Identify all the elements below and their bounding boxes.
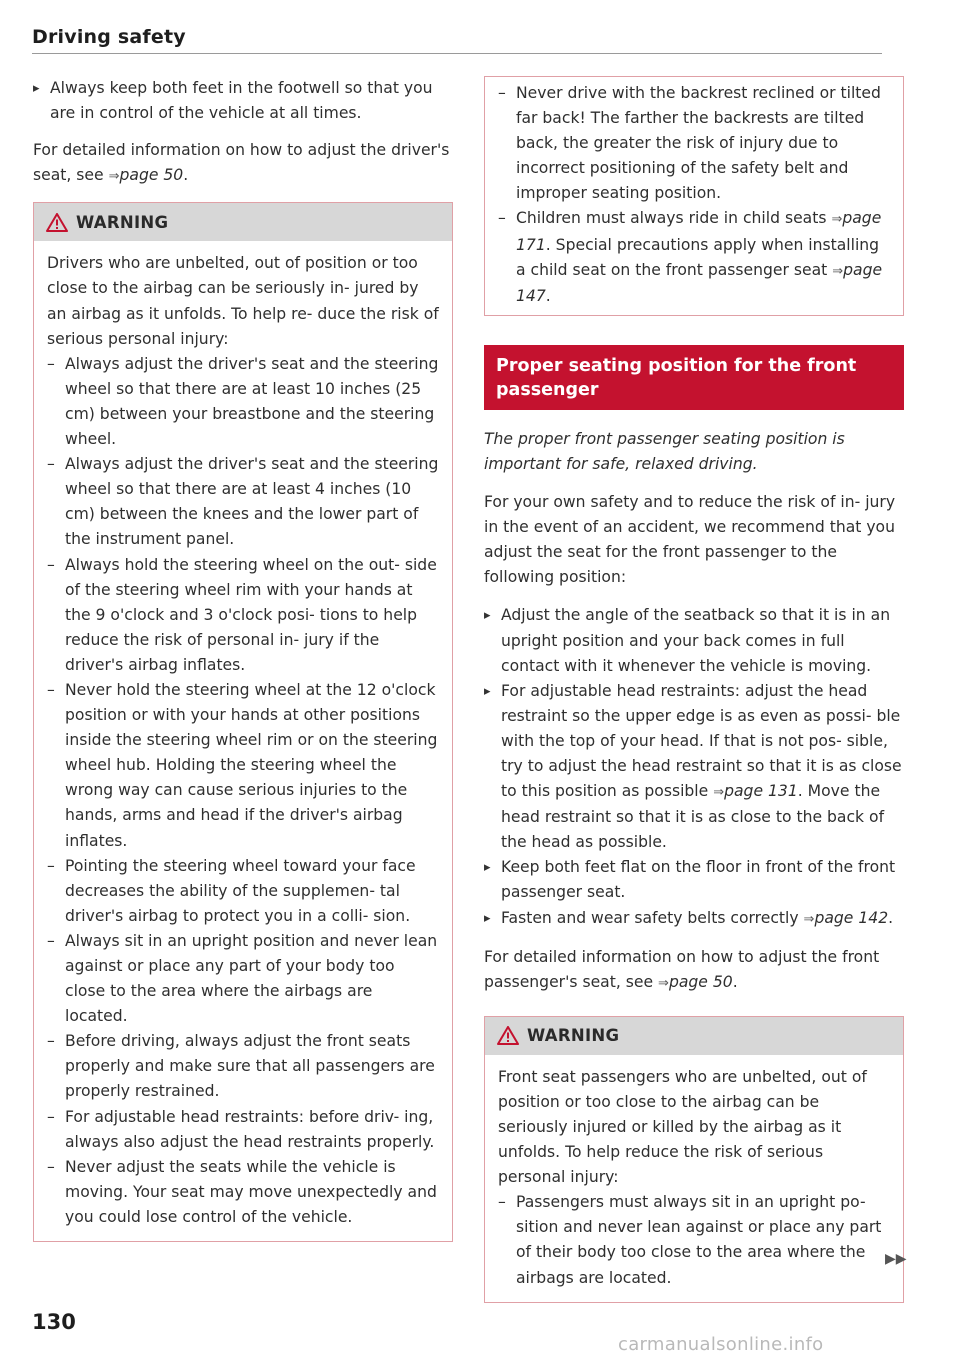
warning-item: – Passengers must always sit in an upright po- sition and never lean against or place any part of their body too close to the area where the airbags are located.: [498, 1190, 890, 1290]
lead-text: The proper front passenger seating position is important for safe, relaxed driving.: [484, 429, 845, 473]
passenger-seat-detail: For detailed information on how to adjust the front passenger's seat, see ⇒page 50.: [484, 947, 880, 991]
header-divider: [32, 53, 882, 54]
page-link[interactable]: page 147: [516, 260, 883, 305]
section-heading: Proper seating position for the front passenger: [484, 345, 904, 410]
left-column: [33, 76, 453, 1242]
warning-item: – Before driving, always adjust the front seats properly and make sure that all passengers are properly restrained.: [47, 1029, 439, 1104]
warning-intro: Drivers who are unbelted, out of position or too close to the airbag can be seriously in- jured by an airbag as it unfolds. To help re- duce the risk of serious personal injury:: [47, 254, 439, 348]
warning-body: [34, 241, 452, 1241]
arrow-ref-icon: ⇒: [658, 975, 669, 991]
page-link[interactable]: page 50: [668, 972, 733, 991]
continue-arrow-icon: ▶▶: [885, 1251, 907, 1267]
body-paragraph: For your own safety and to reduce the risk of in- jury in the event of an accident, we recommend that you adjust the seat for the front passenger to the following position:: [484, 493, 896, 587]
instruction-bullet: ▸ Fasten and wear safety belts correctly ⇒page 142.: [484, 906, 904, 932]
warning-item: – For adjustable head restraints: before driv- ing, always also adjust the head restraints properly.: [47, 1105, 439, 1155]
warning-item-child-seats: – Children must always ride in child seats ⇒page 171. Special precautions apply when installing a child seat on the front passenger seat ⇒page 147.: [498, 206, 890, 308]
warning-item: – Always sit in an upright position and never lean against or place any part of your body too close to the area where the airbags are located.: [47, 929, 439, 1029]
warning-item: – Pointing the steering wheel toward your face decreases the ability of the supplemen- tal driver's airbag to protect you in a colli- sion.: [47, 854, 439, 929]
instruction-bullet: ▸ Adjust the angle of the seatback so that it is in an upright position and your back comes in full contact with it whenever the vehicle is moving.: [484, 603, 904, 678]
warning-item: – Always hold the steering wheel on the out- side of the steering wheel rim with your hands at the 9 o'clock and 3 o'clock posi- tions to help reduce the risk of personal in- jury if the driver's airbag inflates.: [47, 553, 439, 678]
intro-bullet: ▸ Always keep both feet in the footwell so that you are in control of the vehicle at all times.: [33, 76, 453, 126]
warning-body: [485, 1055, 903, 1302]
page-link[interactable]: page 131: [724, 782, 798, 801]
page-number: 130: [32, 1310, 76, 1334]
page-link[interactable]: page 50: [119, 166, 184, 185]
arrow-ref-icon: ⇒: [831, 212, 843, 228]
warning-item: – Always adjust the driver's seat and the steering wheel so that there are at least 4 inches (10 cm) between the knees and the lower part of the instrument panel.: [47, 452, 439, 552]
continued-warning-box: [484, 76, 904, 316]
warning-triangle-icon: [46, 213, 68, 232]
warning-intro: Front seat passengers who are unbelted, out of position or too close to the airbag can be seriously injured or killed by the airbag as it unfolds. To help reduce the risk of serious personal injury:: [498, 1067, 867, 1187]
arrow-ref-icon: ⇒: [108, 169, 120, 185]
arrow-ref-icon: ⇒: [713, 785, 725, 801]
instruction-bullet: ▸ For adjustable head restraints: adjust the head restraint so the upper edge is as even as possi- ble with the top of your head. If that is not pos- sible, try to adjust the head restraint so that it is as close to this position as possible ⇒page 131. Move the head restraint so that it is as close to the back of the head as possible.: [484, 679, 904, 856]
warning-title: WARNING: [527, 1026, 620, 1046]
warning-item: – Never drive with the backrest reclined or tilted far back! The farther the backrests are tilted back, the greater the risk of injury due to incorrect positioning of the safety belt and improper seating position.: [498, 81, 890, 206]
warning-header: [485, 1017, 903, 1055]
warning-title: WARNING: [76, 212, 169, 232]
warning-item: – Never hold the steering wheel at the 12 o'clock position or with your hands at other positions inside the steering wheel rim or on the steering wheel hub. Holding the steering wheel the wrong way can cause serious injuries to the hands, arms and head if the driver's airbag inflates.: [47, 678, 439, 854]
page-link[interactable]: page 142: [814, 908, 889, 927]
passenger-warning-box: [484, 1016, 904, 1303]
arrow-ref-icon: ⇒: [803, 911, 815, 927]
instruction-bullet: ▸ Keep both feet flat on the floor in front of the front passenger seat.: [484, 855, 904, 905]
arrow-ref-icon: ⇒: [832, 263, 844, 279]
warning-item: – Always adjust the driver's seat and the steering wheel so that there are at least 10 inches (25 cm) between your breastbone and the steering wheel.: [47, 352, 439, 452]
right-column: [484, 76, 904, 1303]
warning-header: [34, 203, 452, 241]
driver-seat-detail: For detailed information on how to adjust the driver's seat, see ⇒page 50.: [33, 141, 450, 185]
watermark: carmanualsonline.info: [618, 1334, 824, 1355]
driver-warning-box: [33, 202, 453, 1242]
running-header: Driving safety: [32, 26, 186, 48]
warning-item: – Never adjust the seats while the vehicle is moving. Your seat may move unexpectedly and you could lose control of the vehicle.: [47, 1155, 439, 1230]
page-link[interactable]: page 171: [516, 209, 882, 254]
warning-triangle-icon: [497, 1026, 519, 1045]
